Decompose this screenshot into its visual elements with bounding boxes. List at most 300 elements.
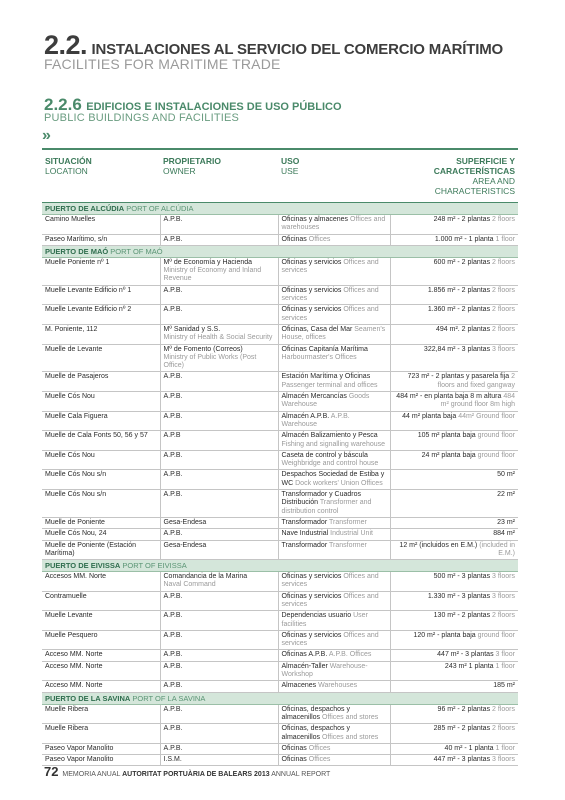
port-name-es: PUERTO DE EIVISSA bbox=[45, 561, 121, 571]
column-header-owner: PROPIETARIO OWNER bbox=[160, 149, 278, 203]
owner-text: A.P.B. bbox=[163, 744, 183, 752]
location-text: Muelle Ribera bbox=[45, 725, 89, 733]
cell-location bbox=[42, 411, 160, 431]
port-name-en: PORT OF ALCÚDIA bbox=[126, 204, 194, 213]
area-text: 723 m² - 2 plantas y pasarela fija bbox=[407, 373, 510, 381]
cell-owner bbox=[160, 257, 278, 285]
cell-owner bbox=[160, 681, 278, 692]
owner-text: A.P.B. bbox=[163, 451, 183, 459]
chevron-icon: » bbox=[42, 127, 51, 144]
location-text: Muelle Ribera bbox=[45, 705, 89, 713]
footer bbox=[44, 764, 330, 779]
port-name-en: PORT OF EIVISSA bbox=[122, 561, 187, 571]
cell-area bbox=[390, 490, 518, 518]
port-name-es: PUERTO DE MAÓ bbox=[45, 246, 109, 256]
cell-use bbox=[278, 411, 390, 431]
area-text-en: 2 floors bbox=[492, 286, 515, 294]
table-row bbox=[42, 681, 518, 692]
cell-area bbox=[390, 650, 518, 661]
owner-text: A.P.B. bbox=[163, 412, 183, 420]
location-text: Muelle de Pasajeros bbox=[45, 373, 109, 381]
area-text: 1.330 m² - 3 plantas bbox=[427, 592, 491, 600]
location-text: Paseo Marítimo, s/n bbox=[45, 235, 108, 243]
owner-text: A.P.B. bbox=[163, 651, 183, 659]
area-text-en: 3 floor bbox=[495, 651, 515, 659]
cell-use bbox=[278, 470, 390, 490]
location-text: Accesos MM. Norte bbox=[45, 573, 107, 581]
cell-owner bbox=[160, 450, 278, 470]
cell-location bbox=[42, 611, 160, 631]
cell-owner bbox=[160, 517, 278, 528]
cell-use bbox=[278, 681, 390, 692]
cell-owner bbox=[160, 431, 278, 451]
table-header bbox=[42, 149, 518, 203]
cell-use bbox=[278, 529, 390, 540]
owner-text: Mº de Fomento (Correos) bbox=[163, 345, 243, 353]
cell-location bbox=[42, 517, 160, 528]
cell-location bbox=[42, 344, 160, 372]
use-text: Oficinas y servicios bbox=[281, 286, 342, 294]
cell-use bbox=[278, 450, 390, 470]
location-text: Acceso MM. Norte bbox=[45, 682, 103, 690]
footer-org: AUTORITAT PORTUÀRIA DE BALEARS 2013 bbox=[122, 771, 270, 778]
use-text-en: Weighbridge and control house bbox=[281, 460, 379, 468]
area-text-en: 2 floors bbox=[492, 258, 515, 266]
cell-owner bbox=[160, 572, 278, 592]
location-text: Muelle de Poniente bbox=[45, 518, 105, 526]
cell-use bbox=[278, 344, 390, 372]
location-text: Muelle Levante bbox=[45, 612, 93, 620]
location-text: Muelle Cós Nou, 24 bbox=[45, 530, 107, 538]
subsection-number: 2.2.6 bbox=[44, 95, 82, 114]
cell-use bbox=[278, 724, 390, 744]
cell-use bbox=[278, 540, 390, 560]
cell-location bbox=[42, 572, 160, 592]
table-row bbox=[42, 215, 518, 235]
table-row bbox=[42, 591, 518, 611]
subsection-title-en: PUBLIC BUILDINGS AND FACILITIES bbox=[44, 112, 240, 124]
use-text-en: Offices and services bbox=[281, 258, 379, 275]
table-row bbox=[42, 704, 518, 724]
table-row bbox=[42, 450, 518, 470]
location-text: Muelle Cós Nou bbox=[45, 451, 95, 459]
area-text-en: (included in E.M.) bbox=[479, 541, 515, 557]
cell-owner bbox=[160, 324, 278, 344]
cell-area bbox=[390, 324, 518, 344]
cell-use bbox=[278, 572, 390, 592]
use-text-en: Warehouses bbox=[318, 682, 358, 690]
area-text: 44 m² planta baja bbox=[402, 412, 457, 420]
area-text: 105 m² planta baja bbox=[417, 432, 476, 440]
use-text: Oficinas bbox=[281, 756, 307, 764]
cell-area bbox=[390, 392, 518, 412]
cell-use bbox=[278, 611, 390, 631]
cell-location bbox=[42, 470, 160, 490]
location-text: Muelle de Poniente (Estación Marítima) bbox=[45, 541, 137, 557]
area-text-en: ground floor bbox=[477, 631, 515, 639]
area-text: 12 m² (incluidos en E.M.) bbox=[399, 541, 478, 549]
area-text: 96 m² - 2 plantas bbox=[437, 705, 491, 713]
cell-owner bbox=[160, 611, 278, 631]
cell-use bbox=[278, 591, 390, 611]
table-row bbox=[42, 285, 518, 305]
area-text: 600 m² - 2 plantas bbox=[433, 258, 491, 266]
area-text-en: ground floor bbox=[477, 451, 515, 459]
table-row bbox=[42, 529, 518, 540]
cell-owner bbox=[160, 724, 278, 744]
table-row bbox=[42, 257, 518, 285]
use-text-en: Transformer and distribution control bbox=[281, 499, 372, 515]
cell-owner bbox=[160, 285, 278, 305]
use-text-en: Fishing and signalling warehouse bbox=[281, 440, 386, 448]
area-text-en: ground floor bbox=[477, 432, 515, 440]
use-text: Oficinas, despachos y almacenillos bbox=[281, 725, 350, 741]
cell-location bbox=[42, 630, 160, 650]
location-text: Contramuelle bbox=[45, 592, 87, 600]
port-name-en: PORT OF LA SAVINA bbox=[132, 693, 206, 703]
cell-area bbox=[390, 704, 518, 724]
use-text-en: Offices and warehouses bbox=[281, 216, 386, 232]
table-row bbox=[42, 611, 518, 631]
cell-owner bbox=[160, 591, 278, 611]
area-text: 24 m² planta baja bbox=[421, 451, 476, 459]
cell-use bbox=[278, 257, 390, 285]
owner-text: A.P.B. bbox=[163, 491, 183, 499]
cell-area bbox=[390, 572, 518, 592]
use-text-en: Industrial Unit bbox=[330, 530, 373, 538]
use-text: Oficinas, Casa del Mar bbox=[281, 325, 353, 333]
port-header-row bbox=[42, 245, 518, 257]
cell-area bbox=[390, 681, 518, 692]
cell-use bbox=[278, 743, 390, 754]
use-text-en: User facilities bbox=[281, 612, 368, 628]
area-text: 185 m² bbox=[493, 682, 515, 690]
use-text: Oficinas y almacenes bbox=[281, 216, 349, 223]
area-text: 1.856 m² - 2 plantas bbox=[427, 286, 491, 294]
cell-owner bbox=[160, 529, 278, 540]
owner-text: A.P.B. bbox=[163, 682, 183, 690]
cell-area bbox=[390, 411, 518, 431]
use-text-en: A.P.B. Warehouse bbox=[281, 412, 350, 428]
owner-text: A.P.B. bbox=[163, 235, 183, 243]
location-text: Paseo Vapor Manolito bbox=[45, 744, 114, 752]
port-name bbox=[42, 692, 518, 704]
use-text-en: Offices and services bbox=[281, 631, 379, 648]
area-text-en: 2 floors bbox=[492, 725, 515, 733]
use-text-en: Transformer bbox=[328, 518, 367, 526]
use-text-en: Dock workers' Union Offices bbox=[295, 479, 383, 487]
use-text-en: Offices and services bbox=[281, 286, 379, 303]
table-row bbox=[42, 661, 518, 681]
table-row bbox=[42, 324, 518, 344]
area-text: 285 m² - 2 plantas bbox=[433, 725, 491, 733]
table-row bbox=[42, 372, 518, 392]
area-text-en: 3 floors bbox=[492, 592, 515, 600]
use-text-en: Offices and services bbox=[281, 592, 379, 608]
cell-area bbox=[390, 234, 518, 245]
location-text: Acceso MM. Norte bbox=[45, 662, 103, 670]
table-row bbox=[42, 724, 518, 744]
area-text-en: 2 floors bbox=[492, 216, 515, 223]
table-row bbox=[42, 344, 518, 372]
owner-text: A.P.B. bbox=[163, 631, 183, 639]
use-text: Dependencias usuario bbox=[281, 612, 352, 620]
port-name-es: PUERTO DE LA SAVINA bbox=[45, 693, 131, 703]
area-text-en: 1 floor bbox=[495, 744, 515, 752]
cell-area bbox=[390, 257, 518, 285]
table-row bbox=[42, 411, 518, 431]
table-row bbox=[42, 630, 518, 650]
cell-owner bbox=[160, 372, 278, 392]
use-text: Almacenes bbox=[281, 682, 317, 690]
location-text: Muelle Levante Edificio nº 1 bbox=[45, 286, 132, 294]
cell-location bbox=[42, 743, 160, 754]
cell-use bbox=[278, 661, 390, 681]
table-row bbox=[42, 470, 518, 490]
cell-location bbox=[42, 529, 160, 540]
cell-owner bbox=[160, 411, 278, 431]
use-text: Oficinas Capitanía Marítima bbox=[281, 345, 368, 353]
location-text: Muelle Cós Nou s/n bbox=[45, 491, 107, 499]
cell-area bbox=[390, 743, 518, 754]
cell-location bbox=[42, 234, 160, 245]
cell-area bbox=[390, 591, 518, 611]
use-text: Nave Industrial bbox=[281, 530, 329, 538]
owner-text: I.S.M. bbox=[163, 756, 182, 764]
cell-location bbox=[42, 305, 160, 325]
cell-use bbox=[278, 650, 390, 661]
owner-text: A.P.B. bbox=[163, 612, 183, 620]
cell-location bbox=[42, 285, 160, 305]
cell-area bbox=[390, 285, 518, 305]
section-number: 2.2. bbox=[44, 30, 88, 60]
owner-text: A.P.B. bbox=[163, 471, 183, 479]
area-text-en: 3 floors bbox=[492, 756, 515, 764]
table-row bbox=[42, 490, 518, 518]
cell-area bbox=[390, 611, 518, 631]
use-text-en: Offices and stores bbox=[321, 733, 379, 741]
cell-owner bbox=[160, 704, 278, 724]
location-text: Camino Muelles bbox=[45, 216, 96, 223]
cell-owner bbox=[160, 470, 278, 490]
use-text-en: Offices bbox=[308, 744, 331, 752]
cell-owner bbox=[160, 661, 278, 681]
port-name-es: PUERTO DE ALCÚDIA bbox=[45, 204, 125, 213]
area-text-en: 2 floors bbox=[492, 306, 515, 314]
owner-text: A.P.B. bbox=[163, 705, 183, 713]
cell-owner bbox=[160, 630, 278, 650]
owner-text: A.P.B. bbox=[163, 306, 183, 314]
owner-text: Gesa-Endesa bbox=[163, 518, 207, 526]
location-text: Muelle Poniente nº 1 bbox=[45, 258, 110, 266]
table-row bbox=[42, 540, 518, 560]
area-text-en: 2 floors bbox=[492, 325, 515, 333]
use-text: Almacén A.P.B. bbox=[281, 412, 330, 420]
cell-owner bbox=[160, 650, 278, 661]
use-text-en: Offices and stores bbox=[321, 713, 379, 721]
cell-area bbox=[390, 517, 518, 528]
location-text: Muelle Cala Figuera bbox=[45, 412, 108, 420]
area-text-en: 2 floors bbox=[492, 705, 515, 713]
owner-text-en: Ministry of Public Works (Post Office) bbox=[163, 353, 257, 370]
cell-use bbox=[278, 234, 390, 245]
section-title-en: FACILITIES FOR MARITIME TRADE bbox=[44, 56, 281, 72]
owner-text: Comandancia de la Marina bbox=[163, 573, 248, 581]
cell-location bbox=[42, 392, 160, 412]
use-text: Transformador bbox=[281, 518, 328, 526]
use-text: Oficinas y servicios bbox=[281, 573, 342, 581]
port-name bbox=[42, 560, 518, 572]
use-text: Oficinas y servicios bbox=[281, 592, 342, 600]
area-text: 1.000 m² - 1 planta bbox=[434, 235, 494, 243]
area-text: 243 m² 1 planta bbox=[444, 662, 494, 670]
location-text: M. Poniente, 112 bbox=[45, 325, 98, 333]
column-header-location: SITUACIÓN LOCATION bbox=[42, 149, 160, 203]
area-text: 130 m² - 2 plantas bbox=[433, 612, 491, 620]
area-text: 22 m² bbox=[497, 491, 515, 499]
use-text-en: Offices bbox=[308, 235, 331, 243]
cell-owner bbox=[160, 234, 278, 245]
cell-area bbox=[390, 529, 518, 540]
use-text: Oficinas bbox=[281, 235, 307, 243]
cell-area bbox=[390, 344, 518, 372]
use-text-en: Harbourmaster's Offices bbox=[281, 353, 357, 361]
use-text: Oficinas y servicios bbox=[281, 258, 342, 266]
column-header-area: SUPERFICIE Y CARACTERÍSTICAS AREA AND CHARACTERISTICS bbox=[390, 149, 518, 203]
use-text: Oficinas y servicios bbox=[281, 631, 342, 639]
area-text-en: 3 floors bbox=[492, 573, 515, 581]
owner-text: A.P.B. bbox=[163, 662, 183, 670]
cell-use bbox=[278, 490, 390, 518]
owner-text: Gesa-Endesa bbox=[163, 541, 207, 549]
cell-owner bbox=[160, 305, 278, 325]
area-text: 884 m² bbox=[493, 530, 515, 538]
port-name bbox=[42, 203, 518, 215]
use-text-en: A.P.B. Offices bbox=[328, 651, 372, 659]
use-text: Transformador bbox=[281, 541, 328, 549]
location-text: Muelle de Levante bbox=[45, 345, 103, 353]
area-text: 23 m² bbox=[497, 518, 515, 526]
cell-area bbox=[390, 431, 518, 451]
area-text: 500 m² - 3 plantas bbox=[433, 573, 491, 581]
use-text: Caseta de control y báscula bbox=[281, 451, 368, 459]
cell-use bbox=[278, 704, 390, 724]
cell-area bbox=[390, 540, 518, 560]
footer-memoria: MEMORIA ANUAL bbox=[62, 771, 121, 778]
area-text: 447 m² - 3 plantas bbox=[433, 756, 491, 764]
use-text: Despachos Sociedad de Estiba y WC bbox=[281, 471, 385, 487]
location-text: Acceso MM. Norte bbox=[45, 651, 103, 659]
cell-location bbox=[42, 540, 160, 560]
owner-text-en: Ministry of Health & Social Security bbox=[163, 334, 273, 342]
cell-location bbox=[42, 372, 160, 392]
area-text-en: 1 floor bbox=[495, 662, 515, 670]
use-text: Estación Marítima y Oficinas bbox=[281, 373, 371, 381]
table-row bbox=[42, 743, 518, 754]
use-text: Oficinas A.P.B. bbox=[281, 651, 328, 659]
cell-location bbox=[42, 704, 160, 724]
facilities-table bbox=[42, 148, 518, 766]
area-text-en: 3 floors bbox=[492, 345, 515, 353]
cell-location bbox=[42, 215, 160, 235]
cell-use bbox=[278, 517, 390, 528]
cell-location bbox=[42, 591, 160, 611]
location-text: Muelle Levante Edificio nº 2 bbox=[45, 306, 132, 314]
owner-text: A.P.B. bbox=[163, 286, 183, 294]
use-text-en: Goods Warehouse bbox=[281, 393, 370, 409]
cell-location bbox=[42, 661, 160, 681]
owner-text: A.P.B. bbox=[163, 725, 183, 733]
cell-location bbox=[42, 724, 160, 744]
table-row bbox=[42, 650, 518, 661]
cell-area bbox=[390, 450, 518, 470]
location-text: Muelle Pesquero bbox=[45, 631, 98, 639]
location-text: Paseo Vapor Manolito bbox=[45, 756, 114, 764]
port-header-row bbox=[42, 203, 518, 215]
port-name bbox=[42, 245, 518, 257]
column-header-use: USO USE bbox=[278, 149, 390, 203]
cell-location bbox=[42, 324, 160, 344]
location-text: Muelle de Cala Fonts 50, 56 y 57 bbox=[45, 432, 148, 440]
owner-text-en: Naval Command bbox=[163, 581, 216, 589]
cell-area bbox=[390, 724, 518, 744]
use-text: Oficinas, despachos y almacenillos bbox=[281, 705, 350, 721]
cell-location bbox=[42, 450, 160, 470]
cell-use bbox=[278, 431, 390, 451]
page-number: 72 bbox=[44, 764, 59, 779]
area-text: 248 m² - 2 plantas bbox=[433, 216, 491, 223]
cell-owner bbox=[160, 344, 278, 372]
port-name-en: PORT OF MAÓ bbox=[110, 246, 163, 256]
port-header-row bbox=[42, 560, 518, 572]
use-text: Almacén-Taller bbox=[281, 662, 328, 670]
cell-location bbox=[42, 490, 160, 518]
cell-location bbox=[42, 431, 160, 451]
owner-text: A.P.B. bbox=[163, 393, 183, 401]
table-row bbox=[42, 392, 518, 412]
use-text: Oficinas y servicios bbox=[281, 306, 342, 314]
cell-location bbox=[42, 257, 160, 285]
subsection-title: EDIFICIOS E INSTALACIONES DE USO PÚBLICO bbox=[86, 101, 342, 113]
use-text: Almacén Mercancías bbox=[281, 393, 347, 401]
area-text: 322,84 m² - 3 plantas bbox=[423, 345, 491, 353]
owner-text: A.P.B. bbox=[163, 373, 183, 381]
area-text-en: 484 m² ground floor 8m high bbox=[440, 393, 515, 409]
cell-location bbox=[42, 681, 160, 692]
area-text: 1.360 m² - 2 plantas bbox=[427, 306, 491, 314]
cell-owner bbox=[160, 743, 278, 754]
area-text-en: 2 floors bbox=[492, 612, 515, 620]
location-text: Muelle Cós Nou bbox=[45, 393, 95, 401]
cell-use bbox=[278, 305, 390, 325]
use-text: Almacén Balizamiento y Pesca bbox=[281, 432, 378, 440]
cell-area bbox=[390, 661, 518, 681]
area-text: 40 m² - 1 planta bbox=[444, 744, 494, 752]
cell-area bbox=[390, 305, 518, 325]
table-row bbox=[42, 431, 518, 451]
owner-text: A.P.B. bbox=[163, 216, 183, 223]
owner-text: Mº de Economía y Hacienda bbox=[163, 258, 253, 266]
cell-use bbox=[278, 392, 390, 412]
cell-owner bbox=[160, 215, 278, 235]
area-text-en: 44m² Ground floor bbox=[458, 412, 515, 420]
cell-owner bbox=[160, 392, 278, 412]
table-row bbox=[42, 517, 518, 528]
area-text-en: 1 floor bbox=[495, 235, 515, 243]
area-text: 120 m² - planta baja bbox=[413, 631, 476, 639]
owner-text-en: Ministry of Economy and Inland Revenue bbox=[163, 267, 262, 283]
cell-owner bbox=[160, 540, 278, 560]
